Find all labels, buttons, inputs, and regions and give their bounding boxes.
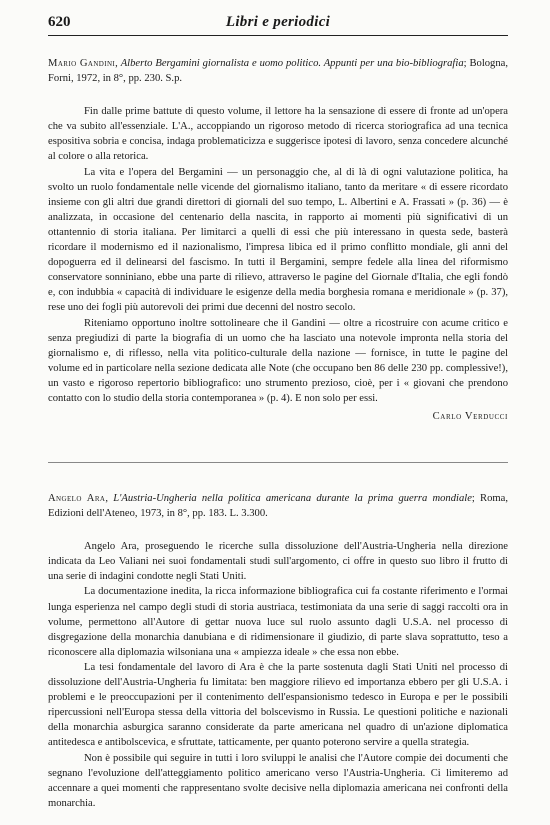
review-paragraph: La tesi fondamentale del lavoro di Ara è che la parte sostenuta dagli Stati Uniti nel processo di dissoluzione dell'Austria-Ungheria fu limitata: ben maggiore rilievo ed importanza ebbero per gli U.S.A. i problemi e le preoccupazioni per il contenimento dell'espansionismo tedesco in Europa e per le possibili ripercussioni nell'Europa stessa della vittoria del bolscevismo in Russia. Le questioni politiche e nazionali della monarchia asburgica saranno considerate da parte americana nel quadro di un'azione diplomatica antitedesca e antibolscevica, e sfruttate, tatticamente, per quanto poterono servire a quella strategia. bbox=[48, 661, 508, 749]
review-paragraph: La documentazione inedita, la ricca informazione bibliografica cui fa costante riferimento e l'ormai lunga esperienza nel campo degli studi di storia austriaca, testimoniata da una serie di saggi raccolti ora in volume, permettono all'Autore di gettar nuova luce sul ruolo assunto dagli U.S.A. nel processo di disgregazione della monarchia danubiana e di ridimensionare il giudizio, di parte slava soprattutto, teso a riconoscere alla diplomazia wilsoniana una « ampiezza ideale » che essa non ebbe. bbox=[48, 586, 508, 658]
running-title: Libri e periodici bbox=[225, 14, 331, 30]
page-header bbox=[48, 14, 508, 36]
review-paragraph: Fin dalle prime battute di questo volume, il lettore ha la sensazione di essere di fronte ad un'opera che va subito all'essenziale. L'A., accoppiando un rigoroso metodo di ricerca storiografica ad una tecnica espositiva sobria e concisa, indaga problematicizza e suggerisce ipotesi di lavoro, senza concedere alcunché al colore o alla retorica. bbox=[48, 106, 508, 163]
header-rule bbox=[48, 35, 508, 36]
bibliographic-entry: Mario Gandini, Alberto Bergamini giornalista e uomo politico. Appunti per una bio-bibliografia; Bologna, Forni, 1972, in 8°, pp. 230. S.p. bbox=[48, 58, 509, 85]
book-title: L'Austria-Ungheria nella politica americana durante la prima guerra mondiale bbox=[113, 493, 472, 504]
publication-details: ; Bologna, Forni, 1972, in 8°, pp. 230. S.p. bbox=[48, 58, 509, 85]
section-divider bbox=[48, 462, 508, 463]
review-ara bbox=[48, 491, 508, 811]
review-gandini bbox=[48, 56, 508, 424]
review-paragraph: Riteniamo opportuno inoltre sottolineare che il Gandini — oltre a ricostruire con acume critico e senza pregiudizi di parte la biografia di un uomo che ha lasciato una notevole impronta nella storia del giornalismo e, di riflesso, nella vita politico-culturale della nazione — fornisce, in tutte le pagine del volume ed in particolare nella sezione dedicata alle Note (che occupano ben 86 delle 230 pp. complessive!), un vasto e rigoroso repertorio bibliografico: uno strumento prezioso, cioè, per i « giovani che prendono contatto con lo studio della storia contemporanea » (p. 4). E non solo per essi. bbox=[48, 317, 508, 404]
reviewer-signature: Carlo Verducci bbox=[432, 411, 508, 423]
book-title: Alberto Bergamini giornalista e uomo politico. Appunti per una bio-bibliografia bbox=[120, 58, 464, 69]
publication-details: ; Roma, Edizioni dell'Ateneo, 1973, in 8°, pp. 183. L. 3.300. bbox=[48, 493, 509, 520]
bibliographic-entry: Angelo Ara, L'Austria-Ungheria nella politica americana durante la prima guerra mondiale; Roma, Edizioni dell'Ateneo, 1973, in 8°, pp. 183. L. 3.300. bbox=[48, 493, 509, 520]
review-author: Angelo Ara bbox=[48, 493, 106, 504]
review-paragraph: La vita e l'opera del Bergamini — un personaggio che, al di là di ogni valutazione politica, ha svolto un ruolo fondamentale nelle vicende del giornalismo italiano, tanto da meritare « di essere ricordato insieme con gli altri due grandi direttori di giornali del suo tempo, L. Albertini e A. Frassati » (p. 36) — è analizzata, in occasione del centenario della nascita, in rapporto ai momenti più significativi di un ottantennio di storia italiana. Per limitarci a quelli di essi che più interessano in questa sede, basterà ricordare il modernismo ed il nazionalismo, l'impresa libica ed il primo conflitto mondiale, gli anni del dopoguerra ed il delinearsi del fascismo. In tutti il Bergamini, sempre fedele alla linea del riformismo conservatore sonniniano, ebbe una parte di rilievo, attraverso le pagine del Giornale d'Italia, che egli fondò e, con indubbia « capacità di individuare le esigenze della media borghesia romana e meridionale » (p. 37), rese uno dei fogli più autorevoli dei primi due decenni del nostro secolo. bbox=[48, 166, 508, 314]
review-paragraph: Non è possibile qui seguire in tutti i loro sviluppi le analisi che l'Autore compie dei documenti che segnano l'evoluzione dell'atteggiamento politico americano verso l'Austria-Ungheria. Ci limiteremo ad accennare a quei momenti che rappresentano svolte decisive nella diplomazia americana nei confronti della monarchia. bbox=[48, 752, 508, 809]
page-number: 620 bbox=[48, 14, 71, 30]
review-author: Mario Gandini bbox=[48, 58, 116, 69]
review-paragraph: Angelo Ara, proseguendo le ricerche sulla dissoluzione dell'Austria-Ungheria nella direzione indicata da Leo Valiani nei suoi fondamentali studi sull'argomento, ci offre in questo suo libro il frutto di una serie di indagini condotte negli Stati Uniti. bbox=[48, 541, 508, 583]
